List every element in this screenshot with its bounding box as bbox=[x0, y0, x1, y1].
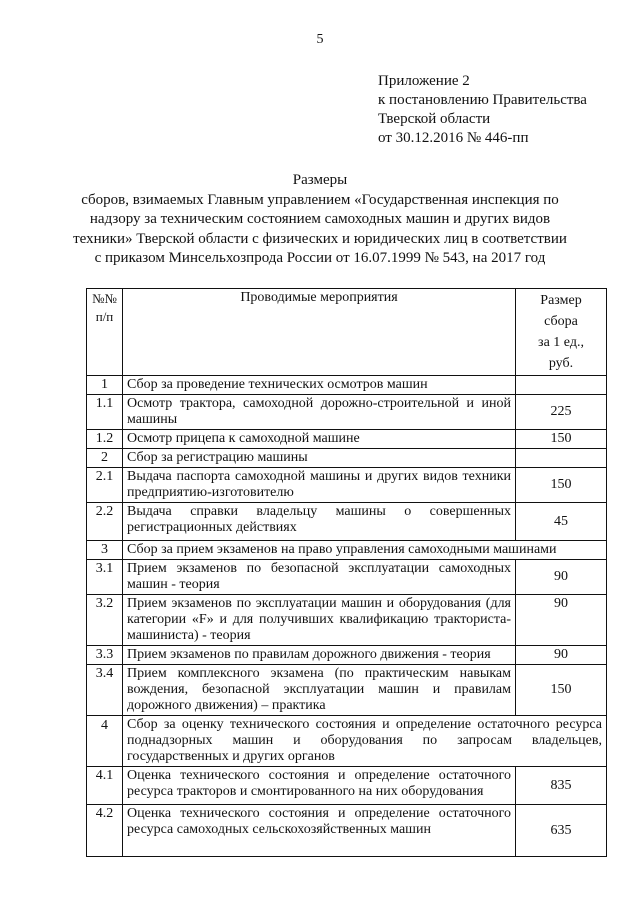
header-activity: Проводимые мероприятия bbox=[123, 289, 516, 376]
header-fee-line-4: руб. bbox=[548, 356, 574, 371]
row-fee: 90 bbox=[516, 595, 607, 646]
row-number: 4.2 bbox=[87, 805, 123, 857]
header-fee-line-3: за 1 ед., bbox=[538, 335, 584, 350]
header-fee-line-1: Размер bbox=[540, 293, 582, 308]
row-activity: Оценка технического состояния и определение остаточного ресурса самоходных сельскохозяйственных машин bbox=[123, 805, 516, 857]
row-fee bbox=[516, 449, 607, 468]
row-number: 3.4 bbox=[87, 665, 123, 716]
row-fee: 225 bbox=[516, 395, 607, 430]
table-row bbox=[87, 541, 607, 560]
title-line-2: сборов, взимаемых Главным управлением «Государственная инспекция по bbox=[81, 191, 559, 208]
row-activity: Выдача паспорта самоходной машины и других видов техники предприятию-изготовителю bbox=[123, 468, 516, 503]
appendix-line-2: к постановлению Правительства bbox=[378, 92, 587, 108]
title-line-5: с приказом Минсельхозпрода России от 16.07.1999 № 543, на 2017 год bbox=[94, 250, 546, 266]
row-activity: Осмотр трактора, самоходной дорожно-строительной и иной машины bbox=[123, 395, 516, 430]
row-activity: Осмотр прицепа к самоходной машине bbox=[123, 430, 516, 449]
table-row bbox=[87, 595, 607, 646]
row-activity: Выдача справки владельцу машины о совершенных регистрационных действиях bbox=[123, 503, 516, 541]
row-number: 2.1 bbox=[87, 468, 123, 503]
header-number bbox=[87, 289, 123, 376]
header-fee bbox=[516, 289, 607, 376]
row-number: 3 bbox=[87, 541, 123, 560]
row-activity: Сбор за оценку технического состояния и определение остаточного ресурса поднадзорных машин и оборудования по запросам владельцев, государственных и других органов bbox=[123, 716, 607, 767]
row-fee: 150 bbox=[516, 665, 607, 716]
table-row bbox=[87, 560, 607, 595]
table-row bbox=[87, 646, 607, 665]
row-number: 1.2 bbox=[87, 430, 123, 449]
table-row bbox=[87, 503, 607, 541]
table-header-row bbox=[87, 289, 607, 376]
table-row bbox=[87, 449, 607, 468]
fees-table bbox=[86, 288, 607, 857]
header-fee-line-2: сбора bbox=[544, 314, 578, 329]
row-activity: Прием экзаменов по правилам дорожного движения - теория bbox=[123, 646, 516, 665]
appendix-line-3: Тверской области bbox=[378, 111, 491, 127]
row-number: 4.1 bbox=[87, 767, 123, 805]
row-number: 3.2 bbox=[87, 595, 123, 646]
table-row bbox=[87, 716, 607, 767]
row-number: 2 bbox=[87, 449, 123, 468]
title-line-1: Размеры bbox=[292, 172, 348, 188]
row-fee bbox=[516, 376, 607, 395]
header-number-line-1: №№ bbox=[92, 291, 117, 306]
row-activity: Сбор за прием экзаменов на право управления самоходными машинами bbox=[123, 541, 607, 560]
row-activity: Сбор за проведение технических осмотров машин bbox=[123, 376, 516, 395]
row-fee: 90 bbox=[516, 646, 607, 665]
header-number-line-2: п/п bbox=[95, 309, 114, 324]
row-fee: 150 bbox=[516, 430, 607, 449]
table-row bbox=[87, 376, 607, 395]
row-activity: Прием комплексного экзамена (по практическим навыкам вождения, безопасной эксплуатации машин и правилам дорожного движения) – практика bbox=[123, 665, 516, 716]
title-line-4: техники» Тверской области с физических и юридических лиц в соответствии bbox=[73, 230, 567, 247]
row-fee: 45 bbox=[516, 503, 607, 541]
appendix-line-1: Приложение 2 bbox=[378, 73, 470, 89]
table-row bbox=[87, 665, 607, 716]
page-number: 5 bbox=[316, 32, 324, 47]
title-line-3: надзору за техническим состоянием самоходных машин и других видов bbox=[89, 211, 551, 227]
table-row bbox=[87, 430, 607, 449]
appendix-line-4: от 30.12.2016 № 446-пп bbox=[378, 130, 529, 146]
document-title bbox=[0, 171, 640, 269]
row-activity: Сбор за регистрацию машины bbox=[123, 449, 516, 468]
row-fee: 835 bbox=[516, 767, 607, 805]
row-fee: 150 bbox=[516, 468, 607, 503]
appendix-header bbox=[378, 72, 587, 148]
table-row bbox=[87, 767, 607, 805]
table-row bbox=[87, 468, 607, 503]
row-number: 4 bbox=[87, 716, 123, 767]
row-fee: 635 bbox=[516, 805, 607, 857]
table-row bbox=[87, 805, 607, 857]
row-activity: Оценка технического состояния и определение остаточного ресурса тракторов и смонтированного на них оборудования bbox=[123, 767, 516, 805]
row-number: 1.1 bbox=[87, 395, 123, 430]
row-activity: Прием экзаменов по эксплуатации машин и оборудования (для категории «F» и для получивших квалификацию тракториста-машиниста) - теория bbox=[123, 595, 516, 646]
row-number: 1 bbox=[87, 376, 123, 395]
row-fee: 90 bbox=[516, 560, 607, 595]
table-row bbox=[87, 395, 607, 430]
row-activity: Прием экзаменов по безопасной эксплуатации самоходных машин - теория bbox=[123, 560, 516, 595]
row-number: 2.2 bbox=[87, 503, 123, 541]
row-number: 3.3 bbox=[87, 646, 123, 665]
row-number: 3.1 bbox=[87, 560, 123, 595]
